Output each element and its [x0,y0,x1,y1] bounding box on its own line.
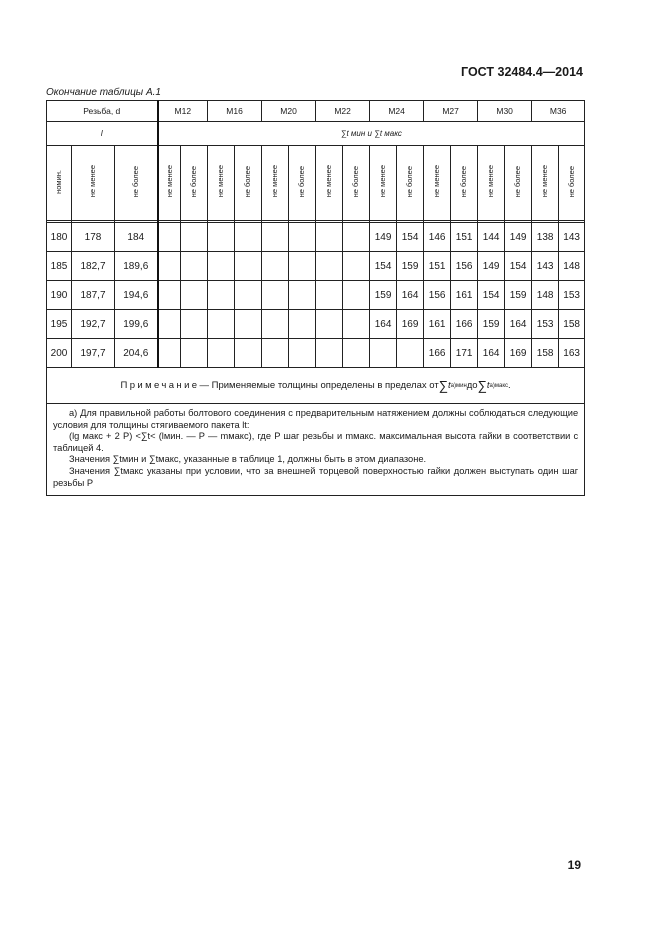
sub-m24-max [397,146,424,221]
cell-max: 189,6 [115,252,158,281]
cell-value: 143 [559,223,585,252]
cell-value: 159 [505,281,532,310]
footnotes [47,404,584,495]
cell-nom: 180 [47,223,72,252]
cell-value [158,310,181,339]
sub-label: не более [243,165,253,198]
cell-value [316,281,343,310]
sub-m12-max [181,146,208,221]
cell-value [181,223,208,252]
sub-m20-min [262,146,289,221]
thread-m12: M12 [158,101,208,122]
cell-value: 164 [397,281,424,310]
sub-m22-min [316,146,343,221]
cell-value [289,223,316,252]
cell-nom: 195 [47,310,72,339]
cell-value [370,339,397,368]
cell-value: 158 [559,310,585,339]
cell-value [235,252,262,281]
sub-m30-min [478,146,505,221]
label-row [47,122,585,146]
cell-value: 166 [424,339,451,368]
thread-m22: M22 [316,101,370,122]
sub-label: не более [459,165,469,198]
cell-value [181,339,208,368]
cell-nom: 200 [47,339,72,368]
cell-value [316,223,343,252]
thread-m24: M24 [370,101,424,122]
cell-value: 138 [532,223,559,252]
sub-m36-min [532,146,559,221]
cell-value: 163 [559,339,585,368]
cell-max: 199,6 [115,310,158,339]
sub-label: не более [351,165,361,198]
footnote-max: Значения ∑tмакс указаны при условии, что за внешней торцевой поверхностью гайки должен выступать один шаг резьбы P [53,465,579,488]
cell-value [343,252,370,281]
cell-value: 154 [370,252,397,281]
cell-value: 146 [424,223,451,252]
cell-value: 154 [505,252,532,281]
cell-value: 159 [370,281,397,310]
thread-header-row [47,101,585,122]
cell-max: 184 [115,223,158,252]
col-min-label: не менее [88,165,98,198]
cell-nom: 185 [47,252,72,281]
cell-value [158,281,181,310]
cell-value: 161 [424,310,451,339]
note-text-before: — Применяемые толщины определены в пределах от [199,380,439,391]
col-min [72,146,115,221]
sub-m12-min [158,146,181,221]
cell-value: 166 [451,310,478,339]
sub-label: не менее [324,165,334,198]
cell-value: 148 [559,252,585,281]
cell-value: 154 [397,223,424,252]
thread-m27: M27 [424,101,478,122]
cell-value: 148 [532,281,559,310]
cell-value [208,339,235,368]
cell-value: 164 [370,310,397,339]
table-body [47,101,585,223]
cell-value: 153 [559,281,585,310]
cell-value [181,281,208,310]
t-min-sub: мин [455,382,467,389]
table-row [47,252,585,281]
sub-m27-max [451,146,478,221]
cell-value [235,281,262,310]
sub-label: не менее [432,165,442,198]
cell-value [316,339,343,368]
l-label: l [47,122,158,146]
sub-m20-max [289,146,316,221]
cell-value: 151 [451,223,478,252]
cell-value [343,339,370,368]
cell-value: 159 [397,252,424,281]
sub-label: не менее [270,165,280,198]
sub-m36-max [559,146,585,221]
document-code: ГОСТ 32484.4—2014 [461,65,583,79]
footnote-a: a) Для правильной работы болтового соединения с предварительным натяжением должны соблюдаться следующие условия для толщины стягиваемого пакета lt: [53,408,579,430]
note-text-mid: до [466,380,478,391]
cell-value [316,252,343,281]
sub-label: не менее [486,165,496,198]
note-text-end: . [508,380,511,391]
cell-value: 149 [370,223,397,252]
cell-min: 182,7 [72,252,115,281]
thread-label-cell [47,101,158,122]
cell-value [262,252,289,281]
page-number: 19 [567,858,581,872]
cell-min: 178 [72,223,115,252]
table-row [47,223,585,252]
cell-value [235,339,262,368]
sub-label: не более [189,165,199,198]
sub-label: не более [405,165,415,198]
cell-value: 144 [478,223,505,252]
col-max-label: не более [131,165,141,198]
cell-value: 169 [397,310,424,339]
sub-m27-min [424,146,451,221]
cell-value [208,252,235,281]
cell-value [343,281,370,310]
cell-value [158,339,181,368]
cell-value: 164 [505,310,532,339]
cell-value [289,310,316,339]
cell-value [343,310,370,339]
sub-m22-max [343,146,370,221]
col-nom-label: номин. [54,169,64,194]
footnote-condition: (lg макс + 2 P) <∑t< (lмин. — P — mмакс), где P шаг резьбы и mмакс. максимальная высота гайки в соответствии с таблицей 4. [53,431,579,453]
thread-m16: M16 [208,101,262,122]
cell-value [262,223,289,252]
cell-value: 143 [532,252,559,281]
thread-table [46,100,585,496]
cell-value [289,281,316,310]
subheader-row [47,146,585,221]
sub-label: не менее [164,165,174,198]
note-label: Примечание [120,380,200,391]
sub-m24-min [370,146,397,221]
cell-value [181,252,208,281]
thread-m20: M20 [262,101,316,122]
sub-label: не менее [540,165,550,198]
cell-value [397,339,424,368]
t-max-sub: макс [494,382,509,389]
sub-m16-max [235,146,262,221]
thread-label: Резьба, d [83,106,121,116]
footnote-range: Значения ∑tмин и ∑tмакс, указанные в таблице 1, должны быть в этом диапазоне. [69,454,427,465]
cell-value [181,310,208,339]
cell-value: 156 [451,252,478,281]
cell-value: 156 [424,281,451,310]
col-nom [47,146,72,221]
sum-icon: ∑ [477,378,487,393]
cell-value [343,223,370,252]
cell-max: 194,6 [115,281,158,310]
cell-value: 169 [505,339,532,368]
cell-value: 151 [424,252,451,281]
data-rows [47,223,585,368]
cell-value: 154 [478,281,505,310]
cell-value [235,310,262,339]
sub-m16-min [208,146,235,221]
cell-value [235,223,262,252]
cell-value: 159 [478,310,505,339]
thread-m30: M30 [478,101,532,122]
cell-value: 171 [451,339,478,368]
sum-icon: ∑ [438,378,448,393]
cell-value [208,223,235,252]
cell-value [262,281,289,310]
cell-value [158,252,181,281]
sub-label: не менее [216,165,226,198]
sub-m30-max [505,146,532,221]
cell-value [262,339,289,368]
col-max [115,146,158,221]
cell-value [289,339,316,368]
cell-max: 204,6 [115,339,158,368]
cell-value: 153 [532,310,559,339]
table-caption: Окончание таблицы А.1 [46,87,161,98]
cell-min: 187,7 [72,281,115,310]
sub-label: не более [297,165,307,198]
cell-value [208,310,235,339]
cell-value: 158 [532,339,559,368]
thread-m36: M36 [532,101,585,122]
cell-min: 197,7 [72,339,115,368]
sub-label: не менее [378,165,388,198]
cell-value: 161 [451,281,478,310]
cell-value: 149 [505,223,532,252]
table-row [47,339,585,368]
sum-label: ∑t мин и ∑t макс [158,122,585,146]
note-section [47,368,585,496]
cell-value [289,252,316,281]
table-row [47,310,585,339]
note-cell [47,368,585,496]
cell-value [262,310,289,339]
cell-value [158,223,181,252]
cell-nom: 190 [47,281,72,310]
sub-label: не более [513,165,523,198]
table-row [47,281,585,310]
note-line: Примечание — Применяемые толщины определены в пределах от ∑ t a) мин до ∑ t a) макс . [47,368,584,404]
sub-label: не более [566,165,576,198]
cell-value [208,281,235,310]
cell-min: 192,7 [72,310,115,339]
cell-value: 149 [478,252,505,281]
cell-value [316,310,343,339]
cell-value: 164 [478,339,505,368]
